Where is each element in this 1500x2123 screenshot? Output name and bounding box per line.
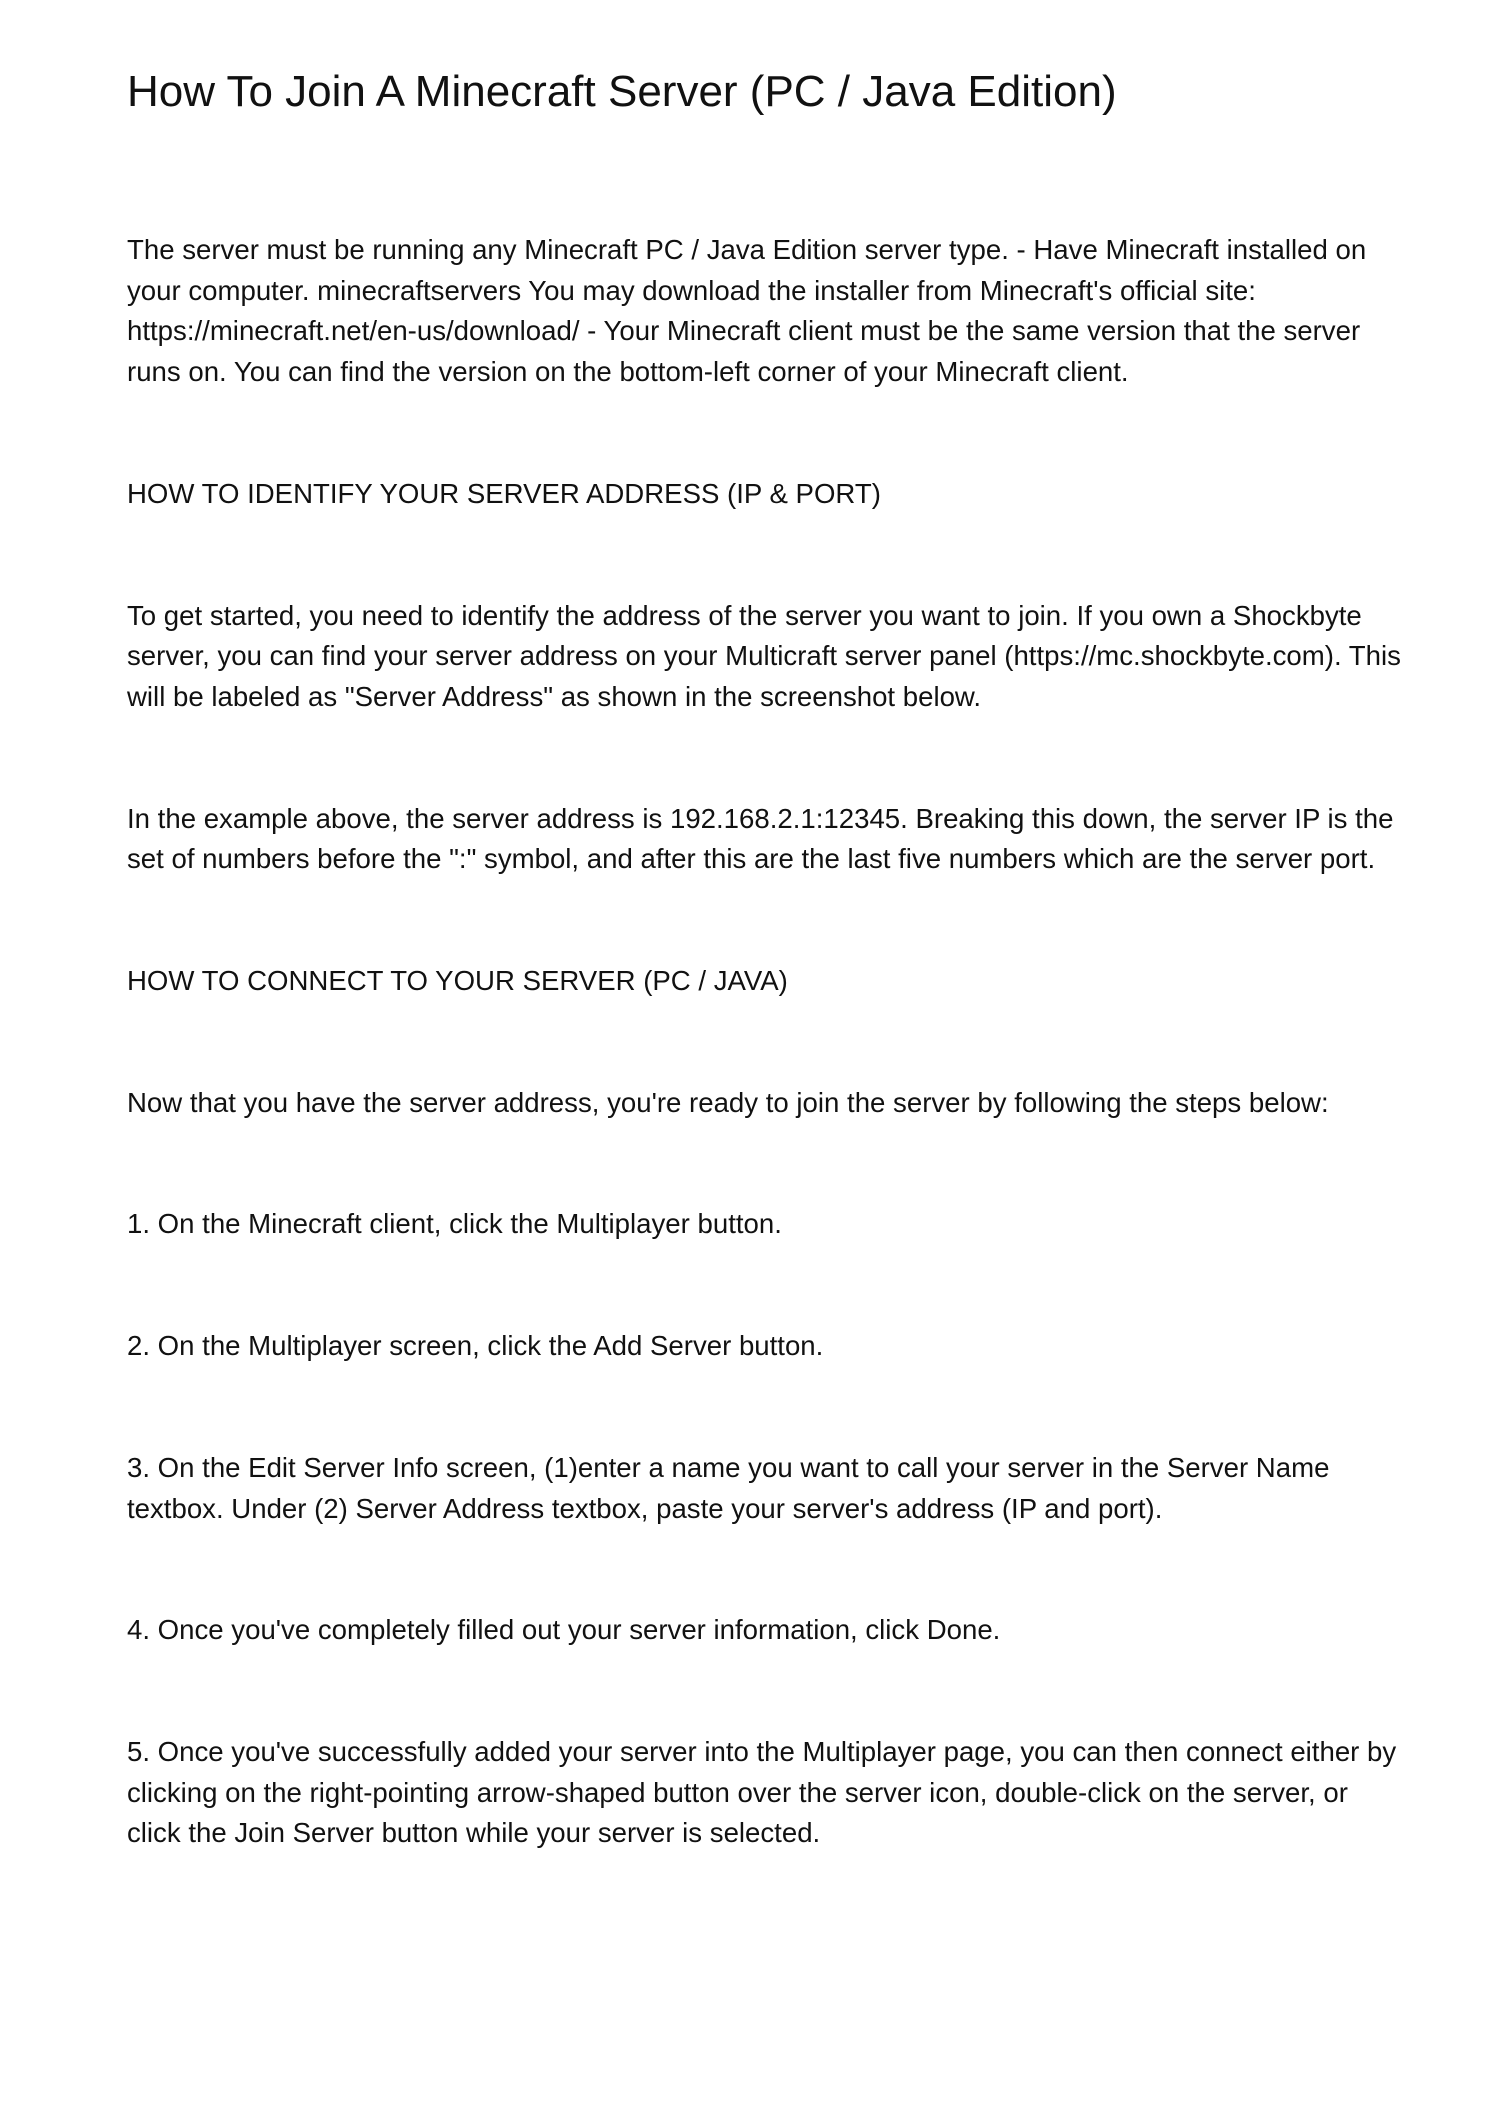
section-heading-identify-address: HOW TO IDENTIFY YOUR SERVER ADDRESS (IP & PORT): [127, 477, 881, 509]
step-3: 3. On the Edit Server Info screen, (1)enter a name you want to call your server in the Server Name textbox. Under (2) Server Address textbox, paste your server's address (IP and port).: [127, 1451, 1330, 1524]
step-1: 1. On the Minecraft client, click the Multiplayer button.: [127, 1208, 782, 1240]
paragraph-identify-address: To get started, you need to identify the address of the server you want to join. If you own a Shockbyte server, you can find your server address on your Multicraft server panel (https://mc.shockbyte.com). This will be labeled as "Server Address" as shown in the screenshot below.: [127, 599, 1401, 712]
step-4: 4. Once you've completely filled out your server information, click Done.: [127, 1614, 1001, 1646]
intro-paragraph: The server must be running any Minecraft PC / Java Edition server type. - Have Minecraft installed on your computer. minecraftservers You may download the installer from Minecraft's official site: https://minecraft.net/en-us/download/ - Your Minecraft client must be the same version that the server runs on. You can find the version on the bottom-left corner of your Minecraft client.: [127, 234, 1367, 388]
step-5: 5. Once you've successfully added your server into the Multiplayer page, you can then connect either by clicking on the right-pointing arrow-shaped button over the server icon, double-click on the server, or click the Join Server button while your server is selected.: [127, 1735, 1397, 1849]
document-page: [127, 64, 1407, 1935]
page-title: How To Join A Minecraft Server (PC / Java Edition): [127, 67, 1117, 116]
paragraph-connect-intro: Now that you have the server address, you're ready to join the server by following the steps below:: [127, 1086, 1329, 1118]
document-body: [127, 230, 1407, 1854]
section-heading-connect: HOW TO CONNECT TO YOUR SERVER (PC / JAVA): [127, 965, 788, 997]
step-2: 2. On the Multiplayer screen, click the Add Server button.: [127, 1330, 824, 1362]
paragraph-address-example: In the example above, the server address is 192.168.2.1:12345. Breaking this down, the server IP is the set of numbers before the ":" symbol, and after this are the last five numbers which are the server port.: [127, 802, 1394, 875]
